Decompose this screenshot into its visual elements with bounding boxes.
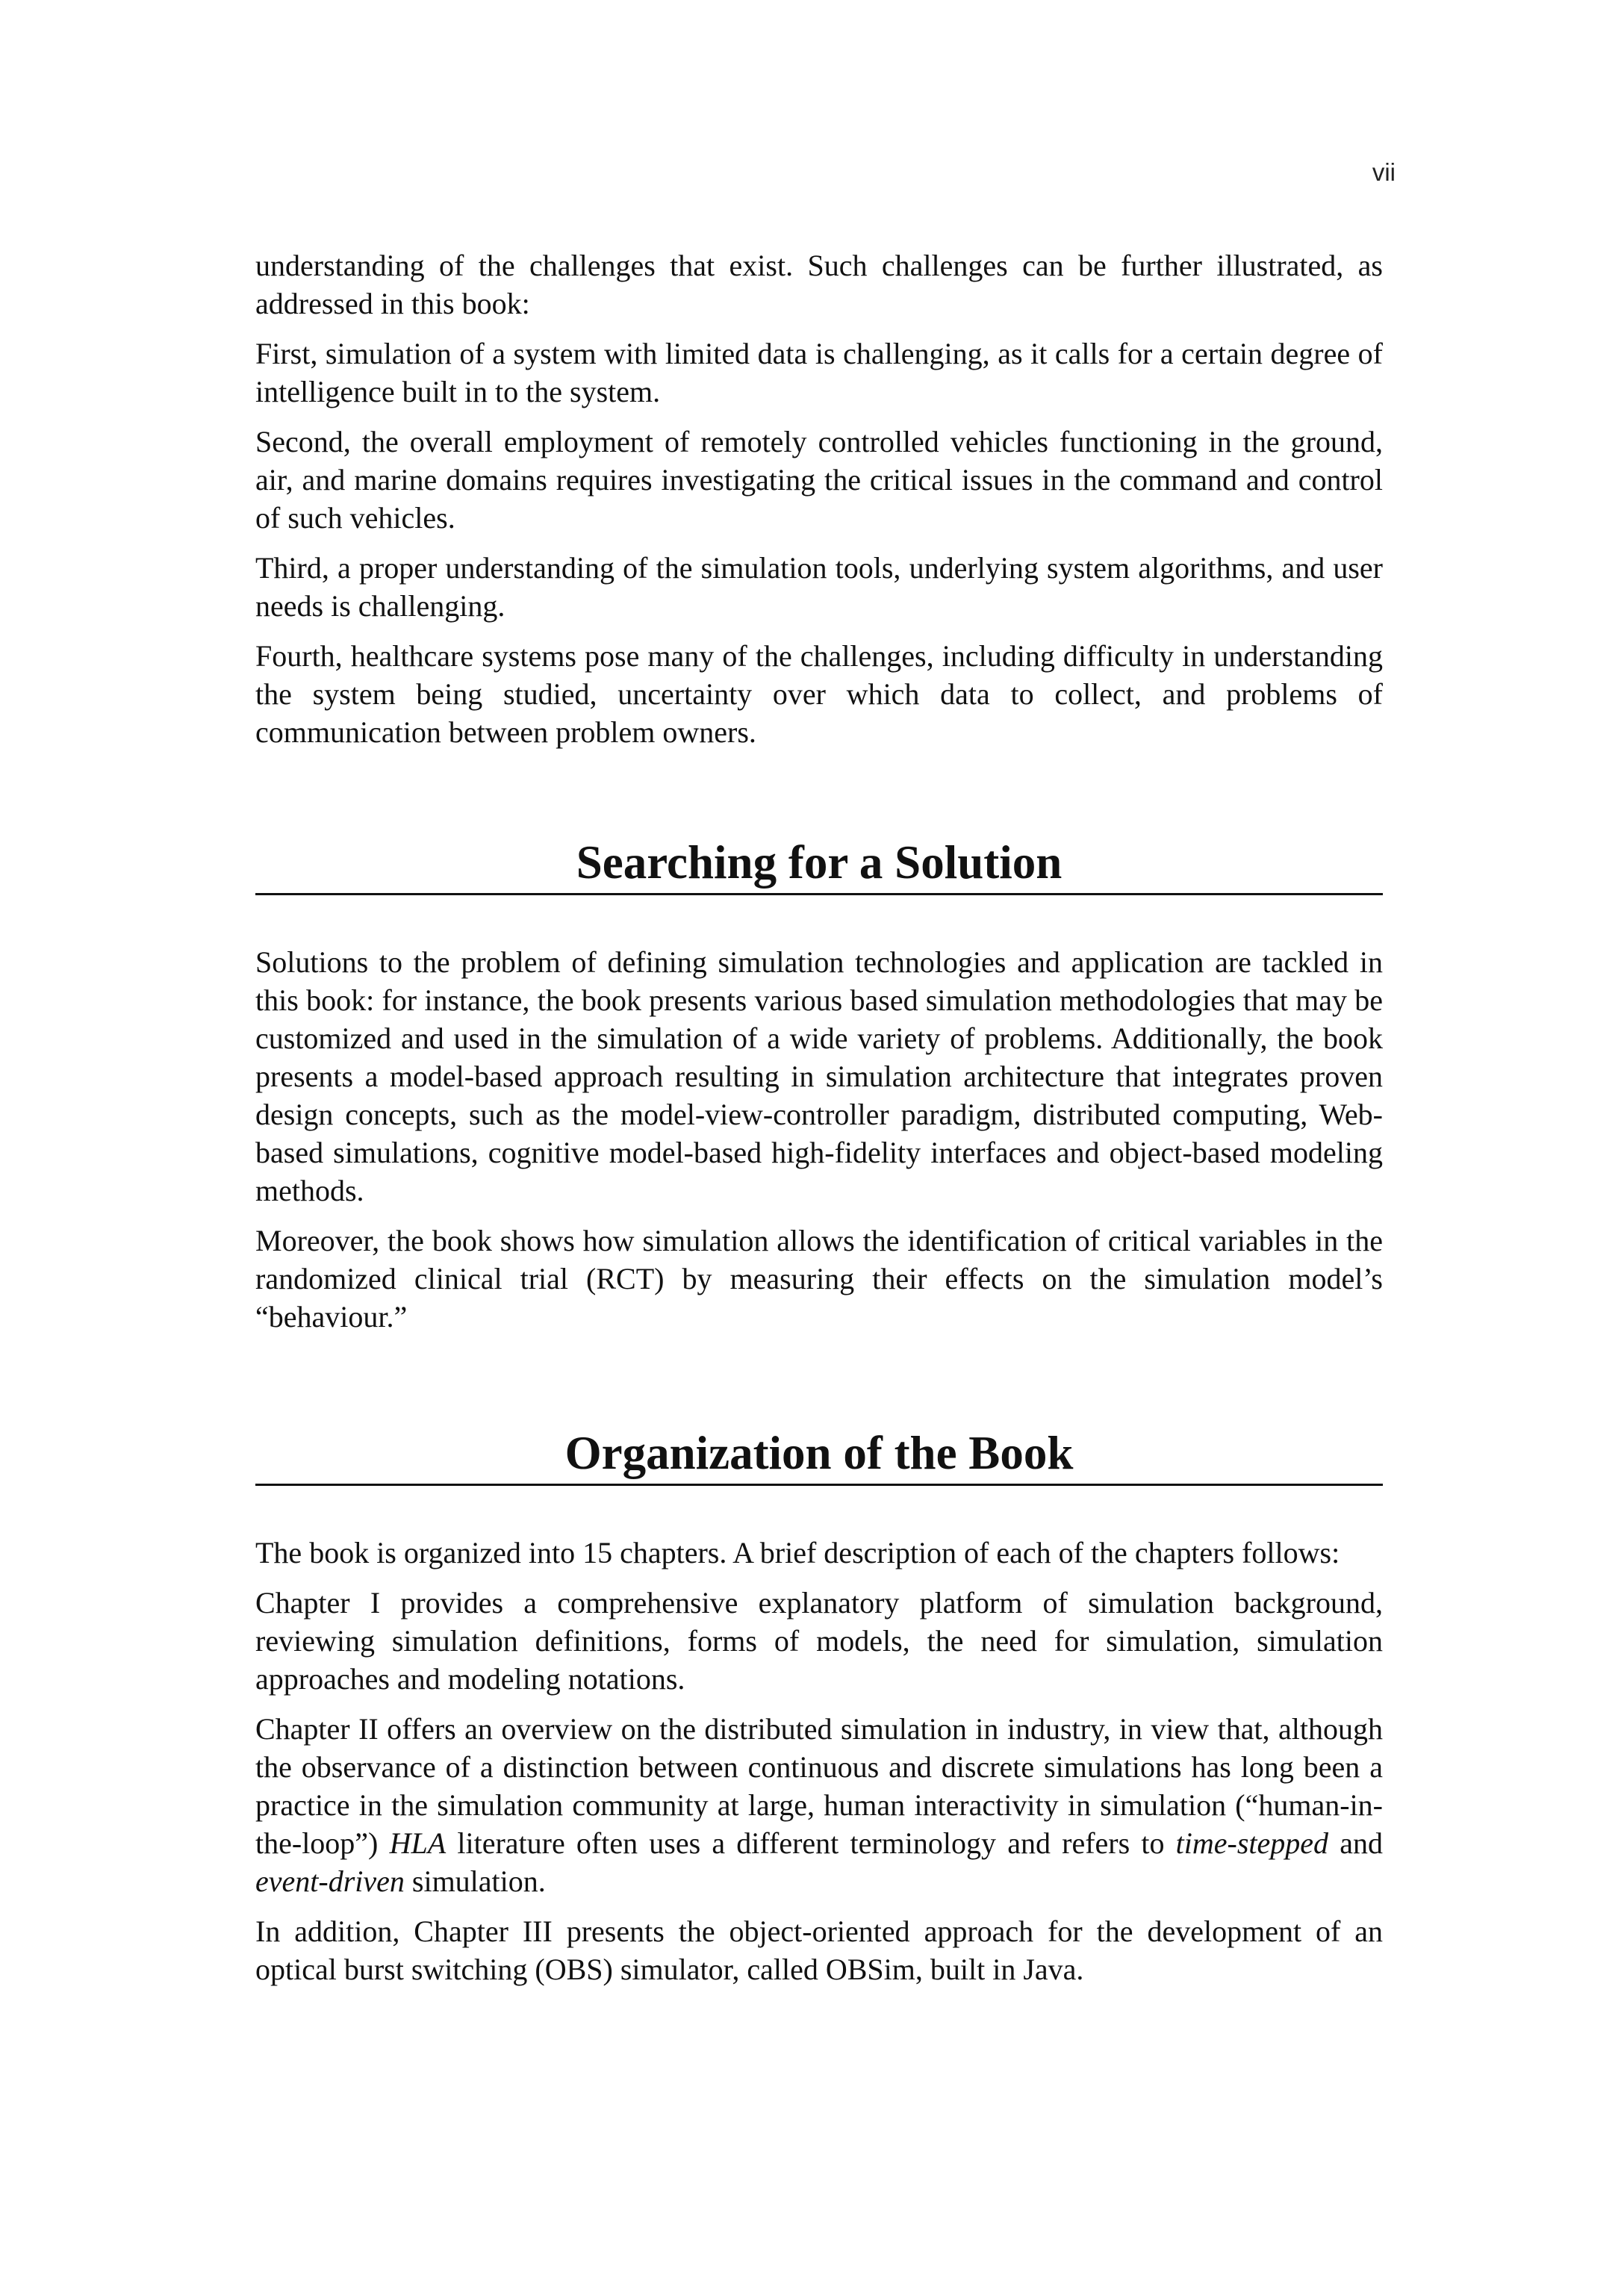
text-run: and: [1328, 1826, 1383, 1860]
intro-paragraph: First, simulation of a system with limited data is challenging, as it calls for a certain degree of intelligence built in to the system.: [255, 337, 1383, 408]
section1-paragraph: Moreover, the book shows how simulation allows the identification of critical variables in the randomized clinical trial (RCT) by measuring their effects on the simulation model’s “behaviour.”: [255, 1224, 1383, 1334]
italic-term-time-stepped: time-stepped: [1175, 1826, 1329, 1860]
section2-paragraph: The book is organized into 15 chapters. A brief description of each of the chapters follows:: [255, 1536, 1340, 1569]
page-number: vii: [1372, 158, 1396, 186]
italic-term-hla: HLA: [389, 1826, 447, 1860]
section1-paragraph: Solutions to the problem of defining simulation technologies and application are tackled in this book: for instance, the book presents various based simulation methodologies that may be customized and used in the simulation of a wide variety of problems. Additionally, the book presents a model-based approach resulting in simulation architecture that integrates proven design concepts, such as the model-view-controller paradigm, distributed computing, Web-based simulations, cognitive model-based high-fidelity interfaces and object-based modeling methods.: [255, 945, 1383, 1207]
italic-term-event-driven: event-driven: [255, 1864, 405, 1898]
section-heading-organization: Organization of the Book: [255, 1424, 1383, 1486]
intro-paragraph: Second, the overall employment of remotely controlled vehicles functioning in the ground, air, and marine domains requires investigating the critical issues in the command and control of such vehicles.: [255, 425, 1383, 535]
section2-paragraph-chapter-ii: [255, 1710, 1383, 1900]
section2-paragraph: Chapter I provides a comprehensive explanatory platform of simulation background, reviewing simulation definitions, forms of models, the need for simulation, simulation approaches and modeling notations.: [255, 1586, 1383, 1696]
intro-paragraph: Fourth, healthcare systems pose many of the challenges, including difficulty in understanding the system being studied, uncertainty over which data to collect, and problems of communication between problem owners.: [255, 639, 1383, 749]
page-body: [255, 246, 1383, 2000]
text-run: literature often uses a different terminology and refers to: [446, 1826, 1176, 1860]
section2-paragraph: In addition, Chapter III presents the object-oriented approach for the development of an optical burst switching (OBS) simulator, called OBSim, built in Java.: [255, 1914, 1383, 1986]
text-run: simulation.: [404, 1864, 546, 1898]
intro-paragraph: Third, a proper understanding of the simulation tools, underlying system algorithms, and user needs is challenging.: [255, 551, 1383, 623]
intro-paragraph: understanding of the challenges that exist. Such challenges can be further illustrated, as addressed in this book:: [255, 249, 1383, 320]
section-heading-searching: Searching for a Solution: [255, 833, 1383, 895]
text-run: Chapter II offers an overview on the distributed simulation in industry, in view that, although the observance of a distinction between continuous and discrete simulations has long been a practice in the simulation community at large, human interactivity in simulation (“human-in-the-loop”): [255, 1712, 1383, 1860]
